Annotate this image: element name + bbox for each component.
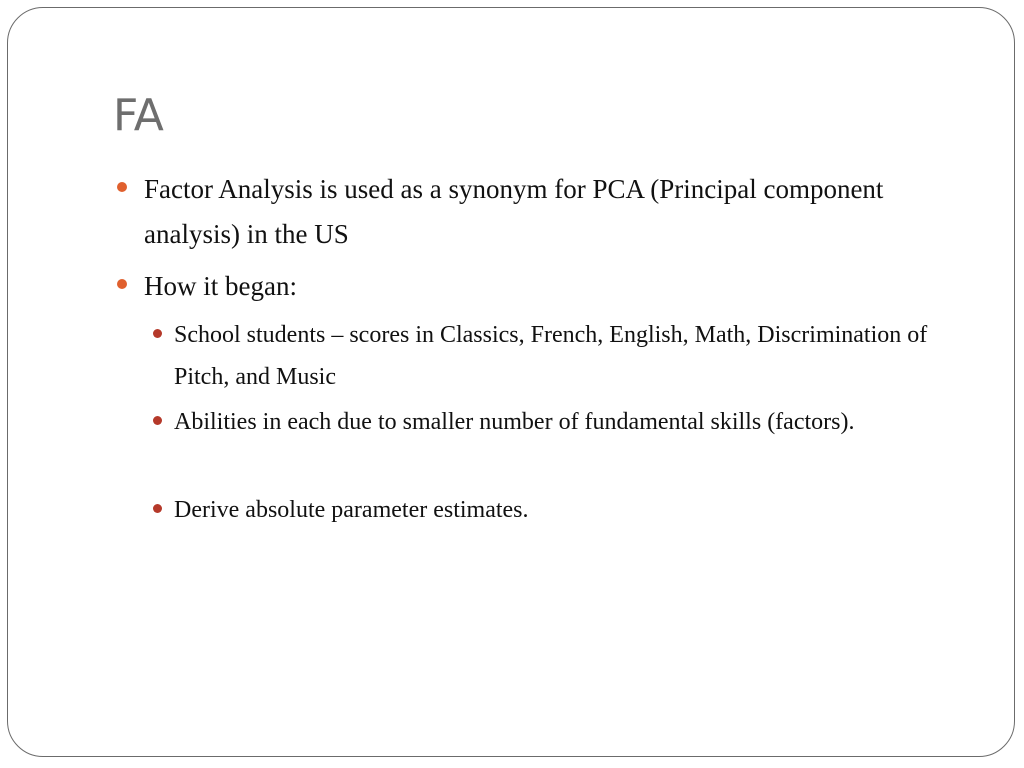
sub-bullet-item-derive-estimates (174, 489, 954, 531)
sub-bullet-dot-icon (153, 504, 162, 513)
sub-bullet-item-school-students (174, 314, 954, 398)
slide-title: FA (113, 90, 164, 141)
bullet-text: Abilities in each due to smaller number of fundamental skills (factors). (174, 409, 855, 435)
sub-bullet-item-abilities (174, 401, 954, 443)
bullet-text: School students – scores in Classics, French, English, Math, Discrimination of Pitch, and Music (174, 322, 928, 390)
sub-bullet-dot-icon (153, 416, 162, 425)
bullet-text: Factor Analysis is used as a synonym for PCA (Principal component analysis) in the US (144, 174, 884, 249)
sub-bullet-dot-icon (153, 329, 162, 338)
bullet-text: Derive absolute parameter estimates. (174, 497, 529, 523)
bullet-text: How it began: (144, 271, 297, 301)
bullet-item-factor-analysis (144, 167, 924, 257)
bullet-item-how-it-began (144, 264, 924, 309)
bullet-dot-icon (117, 279, 127, 289)
bullet-dot-icon (117, 182, 127, 192)
